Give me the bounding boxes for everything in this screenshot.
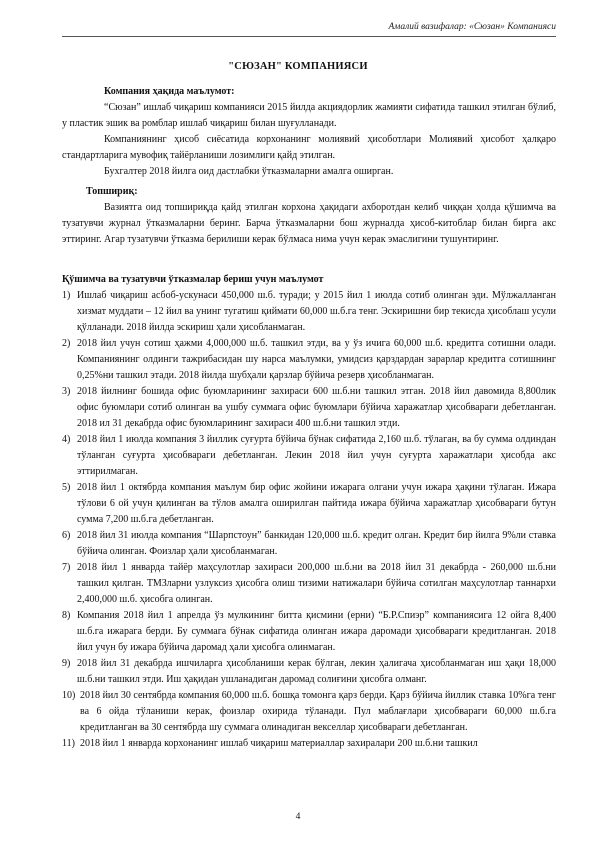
company-info-section xyxy=(62,84,556,180)
list-item xyxy=(62,336,556,384)
list-item-text: 2018 йил 1 январда тайёр маҳсулотлар захираси 200,000 ш.б.ни ва 2018 йил 31 декабрда - 260,000 ш.б.ни ташкил қилган. ТМЗларни узлуксиз ҳисобга олиш тизими натижалари бўйича сотилган маҳсулотлар таннархи 2,400,000 ш.б. ҳисобга олинган. xyxy=(77,562,556,605)
list-item-text: 2018 йил 1 январда корхонанинг ишлаб чиқариш материаллар захиралари 200 ш.б.ни ташкил xyxy=(80,738,478,749)
task-heading: Топшириқ: xyxy=(86,186,138,197)
list-item xyxy=(62,432,556,480)
list-item-text: 2018 йил 30 сентябрда компания 60,000 ш.б. бошқа томонга қарз берди. Қарз бўйича йиллик ставка 10%га тенг ва 6 ойда тўланиши керак, фоизлар охирида тўланади. Пул маблағлари ҳисобвараги 60,000 ш.б.га кредитланган ва 30 сентябрда шу суммага олинадиган векселлар ҳисобвараги дебетланган. xyxy=(80,690,556,733)
list-item-text: Ишлаб чиқариш асбоб-ускунаси 450,000 ш.б. туради; у 2015 йил 1 июлда сотиб олинган эди. Мўлжалланган хизмат муддати – 12 йил ва унинг тугатиш қиймати 60,000 ш.б.га тенг. Эскиришни бир текисда ҳисоблаш усули қўлланади. 2018 йилда эскириш ҳали ҳисобланмаган. xyxy=(77,290,556,333)
list-item xyxy=(62,288,556,336)
list-item-number: 10) xyxy=(62,690,76,701)
list-item-text: 2018 йил учун сотиш ҳажми 4,000,000 ш.б. ташкил этди, ва у ўз ичига 60,000 ш.б. кредитга сотишни олади. Компаниянинг олдинги тажрибасидан шу нарса маълумки, умидсиз қарздардан зарарлар кредитга сотишнинг 0,25%ни ташкил этади. 2018 йилда шубҳали қарзлар бўйича резерв ҳисобланмаган. xyxy=(77,338,556,381)
company-info-paragraph: “Сюзан” ишлаб чиқариш компанияси 2015 йилда акциядорлик жамияти сифатида ташкил этилган бўлиб, у пластик эшик ва ромблар ишлаб чиқариш билан шуғулланади. xyxy=(62,102,556,129)
list-item-text: 2018 йил 31 декабрда ишчиларга ҳисобланиши керак бўлган, лекин ҳалигача ҳисобланмаган иш ҳақи 18,000 ш.б.ни ташкил этди. Иш ҳақидан ушланадиган даромад солиғини ҳисобга олманг. xyxy=(77,658,556,685)
list-item xyxy=(62,560,556,608)
list-item xyxy=(62,736,556,752)
list-item-number: 6) xyxy=(62,530,71,541)
adjustments-list xyxy=(62,288,556,752)
task-paragraph: Вазиятга оид топшириқда қайд этилган корхона ҳақидаги ахборотдан келиб чиққан ҳолда қўшимча ва тузатувчи журнал ўтказмаларни беринг. Барча ўтказмаларни бош журналда ҳисоб-китоблар билан бирга акс эттиринг. Агар тузатувчи ўтказма берилиши керак бўлмаса нима учун керак эмаслигини тушунтиринг. xyxy=(62,202,556,245)
list-item-number: 4) xyxy=(62,434,71,445)
list-item-text: 2018 йил 1 июлда компания 3 йиллик суғурта бўйича бўнак сифатида 2,160 ш.б. тўлаган, ва бу сумма олдиндан тўланган суғурта ҳисобвараги дебетланган. Лекин 2018 йил учун суғурта харажатлари ҳисобда акс эттирилмаган. xyxy=(77,434,556,477)
adjustments-heading: Қўшимча ва тузатувчи ўтказмалар бериш учун маълумот xyxy=(62,274,324,285)
running-header: Амалий вазифалар: «Сюзан» Компанияси xyxy=(388,22,556,32)
list-item-text: 2018 йилнинг бошида офис буюмларининг захираси 600 ш.б.ни ташкил этган. 2018 йил давомида 8,800лик офис буюмлари сотиб олинган ва ушбу суммага офис буюмлари бўйича харажатлар ҳисобвараги дебетланган. 2018 ил 31 декабрда офис буюмларининг захираси 400 ш.б.ни ташкил этди. xyxy=(77,386,556,429)
list-item-text: 2018 йил 1 октябрда компания маълум бир офис жойини ижарага олгани учун ижара ҳақини тўлаган. Ижара тўлови 6 ой учун қилинган ва тўлов амалга оширилган пайтида ижара бўйича харажатлар ҳисобвараги бутун сумма 7,200 ш.б.га дебетланган. xyxy=(77,482,556,525)
list-item-number: 11) xyxy=(62,738,75,749)
list-item xyxy=(62,528,556,560)
list-item-number: 1) xyxy=(62,290,71,301)
list-item-number: 8) xyxy=(62,610,71,621)
list-item xyxy=(62,656,556,688)
list-item-number: 2) xyxy=(62,338,71,349)
header-rule xyxy=(62,36,556,37)
adjustments-section xyxy=(62,272,556,752)
list-item-number: 3) xyxy=(62,386,71,397)
document-title: "СЮЗАН" КОМПАНИЯСИ xyxy=(228,61,368,72)
list-item xyxy=(62,688,556,736)
list-item-number: 9) xyxy=(62,658,71,669)
list-item-text: 2018 йил 31 июлда компания “Шарпстоун” банкидан 120,000 ш.б. кредит олган. Кредит бир йилга 9%ли ставка бўйича олинган. Фоизлар ҳали ҳисобланмаган. xyxy=(77,530,556,557)
company-info-paragraph: Бухгалтер 2018 йилга оид дастлабки ўтказмаларни амалга оширган. xyxy=(104,166,394,177)
list-item-number: 7) xyxy=(62,562,71,573)
task-section xyxy=(62,184,556,248)
list-item-text: Компания 2018 йил 1 апрелда ўз мулкининг битта қисмини (ерни) “Б.Р.Спиэр” компаниясига 12 ойга 8,400 ш.б.га ижарага берди. Бу суммага бўнак сифатида олинган ижара даромади ҳисобвараги кредитланган. 2018 йил учун бу ижара бўйича даромад ҳали ҳисобга олинмаган. xyxy=(77,610,556,653)
list-item xyxy=(62,384,556,432)
company-info-heading: Компания ҳақида маълумот: xyxy=(104,86,235,97)
company-info-paragraph: Компаниянинг ҳисоб сиёсатида корхонанинг молиявий ҳисоботлари Молиявий ҳисобот ҳалқаро стандартларига мувофиқ тайёрланиши лозимлиги қайд этилган. xyxy=(62,134,556,161)
list-item-number: 5) xyxy=(62,482,71,493)
page-number: 4 xyxy=(295,812,301,822)
list-item xyxy=(62,480,556,528)
list-item xyxy=(62,608,556,656)
